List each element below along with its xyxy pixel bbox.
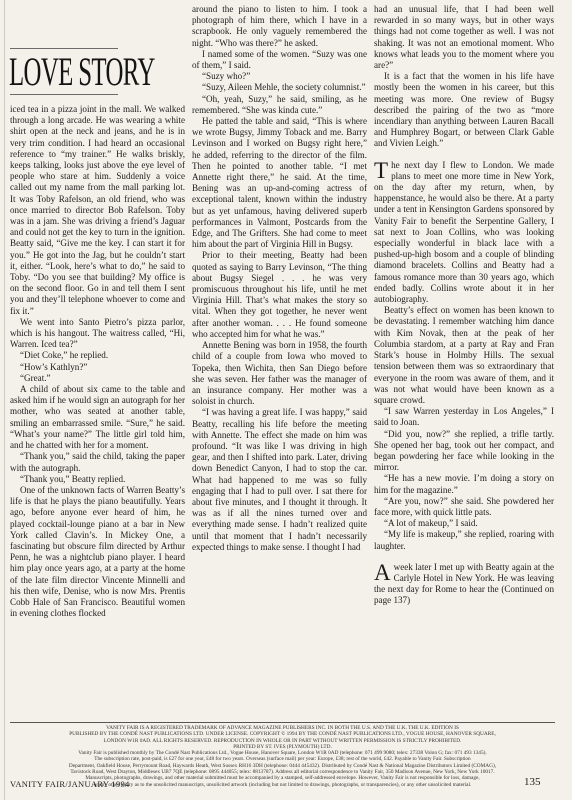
paragraph: iced tea in a pizza joint in the mall. We walked through a long arcade. He was wearing a white shirt open at the neck and jeans, and he is in very trim condition. I had heard an occasional reference to “my trainer.” He walks briskly, keeps talking, looks just above the eye level of people who stare at him. Suddenly a voice called out my name from the mall parking lot. It was Toby Rafelson, an old friend, who was once married to director Bob Rafelson. Toby was in a jam. She was driving a friend’s Jaguar and could not get the key to turn in the ignition. Beatty said, “Give me the key. I can start it for you.” He got into the Jag, but he couldn’t start it, either. “Look, here’s what to do,” he said to Toby. “Do you see that building? My office is on the second floor. Go in and tell them I sent you and they’ll telephone whoever to come and fix it.” xyxy=(10,104,185,316)
paragraph: “Are you, now?” she said. She powdered her face more, with quick little pats. xyxy=(374,495,554,517)
paragraph: “Great.” xyxy=(20,372,51,383)
paragraph: Prior to their meeting, Beatty had been quoted as saying to Barry Levinson, “The thing about Bugsy Siegel . . . he was very promiscuous throughout his life, until he met Virginia Hill. That’s what makes the story so vital. When they got together, he never went after another woman. . . . He found someone who accepted him for what he was.” xyxy=(192,250,367,339)
paragraph: “I saw Warren yesterday in Los Angeles,” I said to Joan. xyxy=(374,406,554,428)
paragraph: Annette Bening was born in 1958, the fourth child of a couple from Iowa who moved to Topeka, then Wichita, then San Diego before she was seven. Her father was the manager of an insurance company. Her mother was a soloist in church. xyxy=(192,340,367,407)
page-number: 135 xyxy=(524,776,541,788)
paragraph: “Thank you,” said the child, taking the paper with the autograph. xyxy=(10,451,185,473)
text-column-3 xyxy=(374,4,554,719)
paragraph: around the piano to listen to him. I took a photograph of him there, which I have in a scrapbook. He only vaguely remembered the night. “Who was there?” he asked. xyxy=(192,4,367,48)
paragraph: One of the unknown facts of Warren Beatty’s life is that he plays the piano beautifully. Years ago, before anyone ever heard of him, he played cocktail-lounge piano at a bar in New York called Clavin’s. In Mickey One, a fascinating but obscure film directed by Arthur Penn, he was a nightclub piano player. I heard him play once years ago, at a party at the home of the late film director Vincente Minnelli and his then wife, Denise, who is now Mrs. Prentis Cobb Hale of San Francisco. Beautiful women in evening clothes flocked xyxy=(10,484,185,619)
text-column-1 xyxy=(10,104,185,719)
dropcap-letter: T xyxy=(374,157,389,183)
paragraph: “Thank you,” Beatty replied. xyxy=(20,473,126,484)
paragraph: “How’s Kathlyn?” xyxy=(20,361,88,372)
paragraph: We went into Santo Pietro’s pizza parlor, which is his hangout. The waitress called, “Hi, Warren. Iced tea?” xyxy=(10,316,185,350)
paragraph: “Diet Coke,” he replied. xyxy=(20,350,109,361)
fineprint-line: Department, Oakfield House, Perrymount Road, Haywards Heath, West Sussex RH16 3DH (telephone: 0444 445432). Distributed by Condé Nast & National Magazine Distributors Limited (COMAG), xyxy=(68,762,497,769)
paragraph: “A lot of makeup,” I said. xyxy=(384,518,478,529)
paragraph: I named some of the women. “Suzy was one of them,” I said. xyxy=(192,48,367,71)
dropcap-paragraph-text: he next day I flew to London. We made plans to meet one more time in New York, on the day after my return, when, by happenstance, he would also be there. At a party under a tent in Kensington Gardens sponsored by Vanity Fair to benefit the Serpentine Gallery, I sat next to Joan Collins, who was looking especially wonderful in black lace with a pushed-up-high bosom and a couple of blinding diamond bracelets. Collins and Beatty had a famous romance more than 30 years ago, which ended badly. Collins wrote about it in her autobiography. xyxy=(374,159,554,305)
paragraph: A child of about six came to the table and asked him if he would sign an autograph for her mother, who was seated at another table, smiling an embarrassed smile. “Sure,” he said. “What’s your name?” The little girl told him, and he chatted with her for a moment. xyxy=(10,384,185,451)
paragraph: had an unusual life, that I had been well rewarded in so many ways, but in other ways things had not come together as well. I was not shaking. It was not an emotional moment. Who knows what leads you to the moment where you are?” xyxy=(374,4,554,71)
folio-issue: VANITY FAIR/JANUARY 1994 xyxy=(10,779,130,789)
dropcap-paragraph xyxy=(374,157,554,306)
paragraph: “Suzy, Aileen Mehle, the society columnist.” xyxy=(202,82,366,93)
text-column-2 xyxy=(192,4,367,719)
paragraph: Beatty’s effect on women has been known to be devastating. I remember watching him dance with Kim Novak, then at the peak of her Columbia stardom, at a party at Ray and Fran Stark’s house in Holmby Hills. The sexual tension between them was so extraordinary that everyone in the room was aware of them, and it was not what would have been known as a square crowd. xyxy=(374,305,554,405)
paragraph: He patted the table and said, “This is where we wrote Bugsy, Jimmy Toback and me. Barry Levinson and I worked on Bugsy right here,” he added, referring to the director of the film. Then he pointed to another table. “I met Annette right there,” he said. At the time, Bening was an up-and-coming actress of exceptional talent, known within the industry but as yet unfamous, having delivered superb performances in Valmont, Postcards from the Edge, and The Grifters. She had come to meet him about the part of Virginia Hill in Bugsy. xyxy=(192,116,367,250)
paragraph: “My life is makeup,” she replied, roaring with laughter. xyxy=(374,529,554,551)
fineprint-line: The subscription rate, post-paid, is £27 for one year, £48 for two years. Overseas (surface mail) per year: Europe, £38; rest of the world, £42. Payable to Vanity Fair. Subscription xyxy=(94,756,471,763)
paragraph: “Oh, yeah, Suzy,” he said, smiling, as he remembered. “She was kinda cute.” xyxy=(192,93,367,115)
paragraph: “Did you, now?” she replied, a trifle tartly. She opened her bag, took out her compact, and began powdering her face while looking in the mirror. xyxy=(374,428,554,473)
fineprint-line: LONDON W1R 0AD. ALL RIGHTS RESERVED. REPRODUCTION IN WHOLE OR IN PART WITHOUT WRITTEN PERMISSION IS STRICTLY PROHIBITED. xyxy=(103,737,462,744)
fineprint-line: or any other injury as to the unsolicited manuscripts, unsolicited artwork (including but not limited to drawings, photographs, or transparencies), or any other unsolicited material. xyxy=(93,781,472,788)
fineprint-line: Vanity Fair is published monthly by The Condé Nast Publications Ltd., Vogue House, Hanover Square, London W1R 0AD (telephone: 071 499 9080; telex: 27338 Volon G; fax: 071 493 1345). xyxy=(78,750,487,757)
paragraph: “He has a new movie. I’m doing a story on him for the magazine.” xyxy=(374,473,554,495)
fineprint-line: Manuscripts, photographs, drawings, and other material submitted must be accompanied by a stamped, self-addressed envelope. However, Vanity Fair is not responsible for loss, damage, xyxy=(85,775,480,782)
fineprint-line: Tavistock Road, West Drayton, Middlesex UB7 7QE (telephone: 0895 444055; telex: 8813787). Address all editorial correspondence to Vanity Fair, 350 Madison Avenue, New York, New York 10017. xyxy=(70,769,495,776)
title-bottom-rule xyxy=(10,94,118,95)
fineprint-line: PUBLISHED BY THE CONDÉ NAST PUBLICATIONS LTD. UNDER LICENSE. COPYRIGHT © 1994 BY THE CONDÉ NAST PUBLICATIONS LTD., VOGUE HOUSE, HANOVER SQUARE, xyxy=(69,731,496,738)
dropcap-letter: A xyxy=(374,559,391,585)
fineprint-line: VANITY FAIR IS A REGISTERED TRADEMARK OF ADVANCE MAGAZINE PUBLISHERS INC. IN BOTH THE U.S. AND THE U.K. THE U.K. EDITION IS xyxy=(106,725,459,731)
fineprint-rule xyxy=(10,722,555,723)
paragraph: “I was having a great life. I was happy,” said Beatty, recalling his life before the meeting with Annette. The effect she made on him was profound. “It was like I was driving in high gear, and then I shifted into park. Later, driving down Benedict Canyon, I had to stop the car. What had happened to me was so fully engaging that I had to pull over. I sat there for about five minutes, and I thought it through. It was as if all the nines turned over and everything made sense. I hadn’t realized quite until that moment that I hadn’t necessarily expected things to make sense. I thought I had xyxy=(192,407,367,552)
section-title: LOVE STORY xyxy=(9,49,155,94)
page-gutter-edge xyxy=(4,0,5,800)
dropcap-paragraph-text: week later I met up with Beatty again at the Carlyle Hotel in New York. He was leaving the next day for Rome to hear the (Continued on page 137) xyxy=(374,561,554,606)
dropcap-paragraph xyxy=(374,559,554,607)
fineprint-line: PRINTED BY ST. IVES (PLYMOUTH) LTD. xyxy=(233,743,332,750)
paragraph: “Suzy who?” xyxy=(202,71,251,82)
paragraph: It is a fact that the women in his life have mostly been the women in his career, but this meeting was more. One review of Bugsy described the pairing of the two as “more incendiary than anything between Lauren Bacall and Humphrey Bogart, or between Clark Gable and Vivien Leigh.” xyxy=(374,71,554,149)
